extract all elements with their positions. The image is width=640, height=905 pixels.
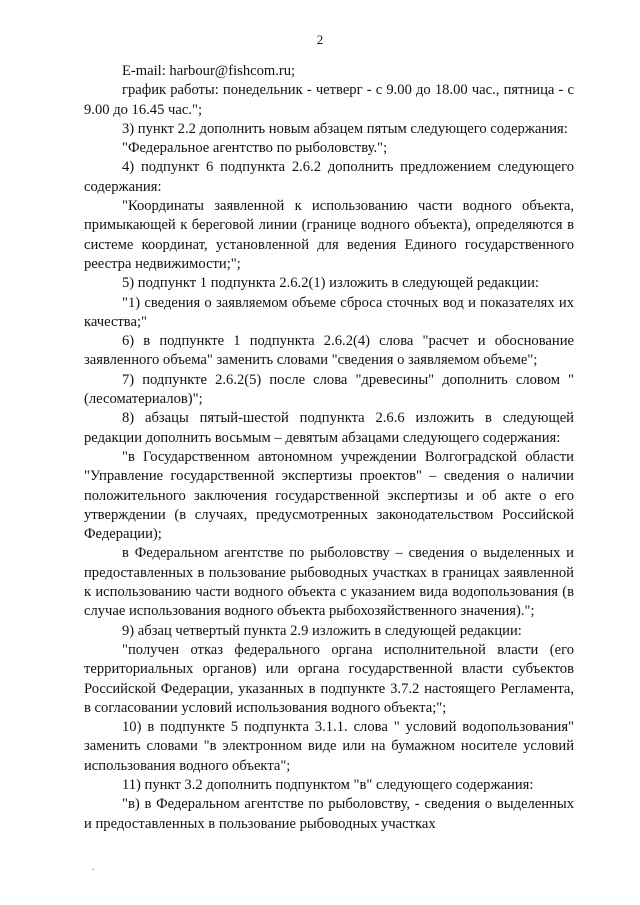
paragraph-item-5-quote: "1) сведения о заявляемом объеме сброса сточных вод и показателях их качества;"	[84, 294, 574, 330]
paragraph-item-11-quote: "в) в Федеральном агентстве по рыболовству, - сведения о выделенных и предоставленных в пользование рыбоводных участках	[84, 796, 574, 832]
paragraph-item-5: 5) подпункт 1 подпункта 2.6.2(1) изложить в следующей редакции:	[122, 275, 539, 292]
paragraph-item-7: 7) подпункте 2.6.2(5) после слова "древесины" дополнить словом "(лесоматериалов)";	[84, 371, 574, 408]
paragraph-item-8-quote-1: "в Государственном автономном учреждении Волгоградской области "Управление государственной экспертизы проектов" – сведения о наличии положительного заключения государственной экспертизы и об акте о его утверждении (в случаях, предусмотренных законодательством Российской Федерации);	[84, 448, 574, 543]
paragraph-item-3-quote: "Федеральное агентство по рыболовству.";	[122, 140, 388, 157]
paragraph-item-9-quote: "получен отказ федерального органа исполнительной власти (его территориальных органов) или органа государственной власти субъектов Российской Федерации, указанных в подпункте 3.7.2 настоящего Регламента, в согласовании условий использования водного объекта;";	[84, 641, 574, 716]
paragraph-item-4-quote: "Координаты заявленной к использованию части водного объекта, примыкающей к береговой линии (границе водного объекта), определяются в системе координат, установленной для ведения Единого государственного реестра недвижимости;";	[84, 198, 574, 272]
paragraph-item-8: 8) абзацы пятый-шестой подпункта 2.6.6 изложить в следующей редакции дополнить восьмым – девятым абзацами следующего содержания:	[84, 410, 574, 446]
paragraph-item-6: 6) в подпункте 1 подпункта 2.6.2(4) слова "расчет и обоснование заявленного объема" заменить словами "сведения о заявляемом объеме";	[84, 333, 574, 369]
paragraph-item-8-quote-2: в Федеральном агентстве по рыболовству – сведения о выделенных и предоставленных в пользование рыбоводных участках в границах заявленной к использованию части водного объекта с указанием вида водопользования (в случае использования водного объекта рыбохозяйственного значения).";	[84, 545, 574, 620]
paragraph-item-4: 4) подпункт 6 подпункта 2.6.2 дополнить предложением следующего содержания:	[84, 159, 574, 195]
paragraph-item-10: 10) в подпункте 5 подпункта 3.1.1. слова " условий водопользования" заменить словами "в электронном виде или на бумажном носителе условий использования водного объекта";	[84, 719, 574, 774]
document-body	[84, 62, 574, 834]
page-number: 2	[316, 32, 324, 47]
paragraph-item-3: 3) пункт 2.2 дополнить новым абзацем пятым следующего содержания:	[122, 120, 568, 137]
paragraph-item-9: 9) абзац четвертый пункта 2.9 изложить в следующей редакции:	[122, 622, 522, 639]
paragraph-email: E-mail: harbour@fishcom.ru;	[122, 63, 296, 79]
footer-mark: .	[92, 862, 95, 872]
paragraph-work-schedule: график работы: понедельник - четверг - с 9.00 до 18.00 час., пятница - с 9.00 до 16.45 час.";	[84, 82, 574, 118]
paragraph-item-11: 11) пункт 3.2 дополнить подпунктом "в" следующего содержания:	[122, 776, 534, 793]
